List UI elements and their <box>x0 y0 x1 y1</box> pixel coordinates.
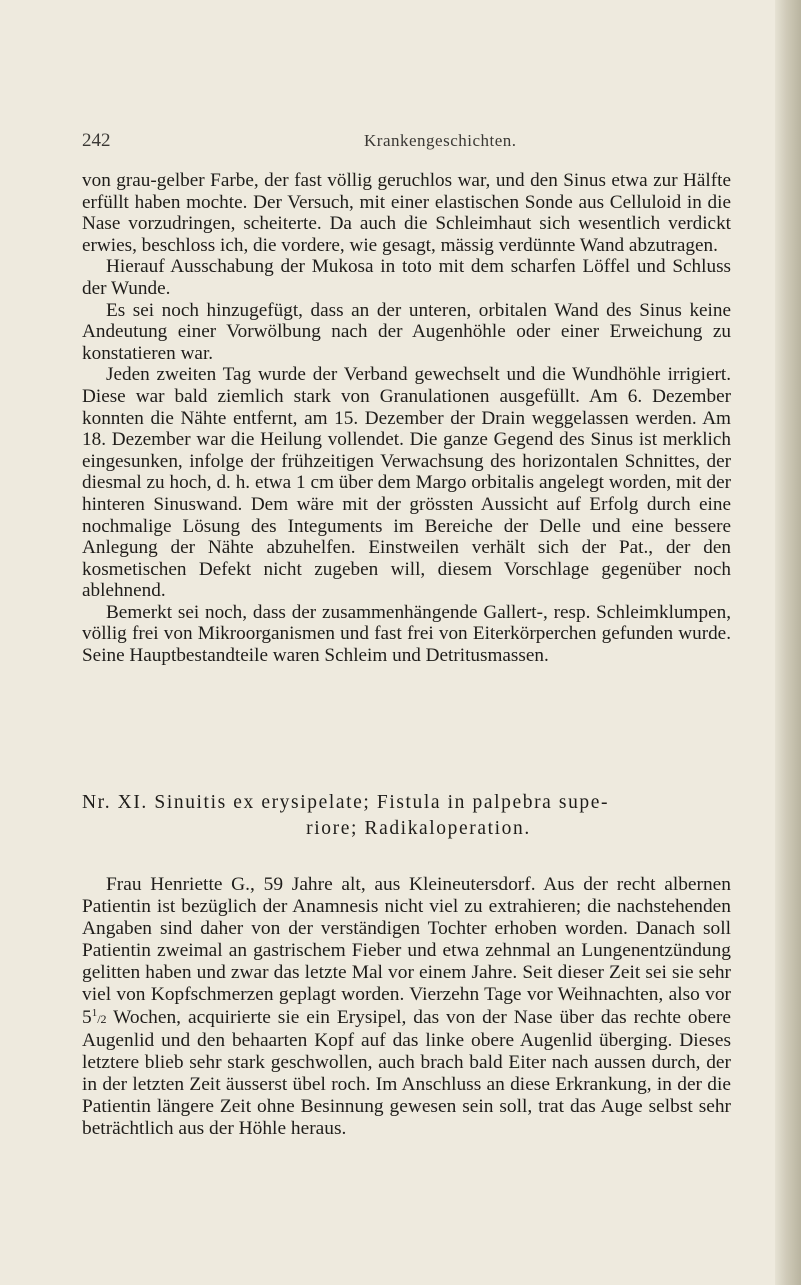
case-history-text <box>82 874 731 1140</box>
page-header <box>82 130 722 154</box>
paragraph <box>82 874 731 1140</box>
paragraph: Es sei noch hinzugefügt, dass an der unteren, orbitalen Wand des Sinus keine Andeutung einer Vorwölbung nach der Augenhöhle oder einer Erweichung zu konstatieren war. <box>82 299 731 364</box>
paragraph: Hierauf Ausschabung der Mukosa in toto mit dem scharfen Löffel und Schluss der Wunde. <box>82 256 731 299</box>
paragraph: Jeden zweiten Tag wurde der Verband gewechselt und die Wundhöhle irrigiert. Diese war bald ziemlich stark von Granulationen ausgefüllt. Am 6. Dezember konnten die Nähte entfernt, am 15. Dezember der Drain weggelassen werden. Am 18. Dezember war die Heilung vollendet. Die ganze Gegend des Sinus ist merklich eingesunken, infolge der frühzeitigen Verwachsung des horizontalen Schnittes, der diesmal zu hoch, d. h. etwa 1 cm über dem Margo orbitalis angelegt worden, mit der hinteren Sinuswand. Dem wäre mit der grössten Aussicht auf Erfolg durch eine nochmalige Lösung des Integuments im Bereiche der Delle und eine bessere Anlegung der Nähte abzuhelfen. Einstweilen verhält sich der Pat., der den kosmetischen Defekt nicht zugeben will, diesem Vorschlage gegenüber noch ablehnend. <box>82 364 731 602</box>
section-heading-line: riore; Radikaloperation. <box>306 818 531 839</box>
paragraph: Bemerkt sei noch, dass der zusammenhängende Gallert-, resp. Schleimklumpen, völlig frei von Mikroorganismen und fast frei von Eiterkörperchen gefunden wurde. Seine Hauptbestandteile waren Schleim und Detritusmassen. <box>82 601 731 667</box>
fraction-denominator: /2 <box>97 1011 107 1026</box>
page-edge-shadow <box>775 0 801 1285</box>
running-head: Krankengeschichten. <box>364 131 517 150</box>
page-number: 242 <box>82 130 111 151</box>
section-heading <box>82 790 731 842</box>
paragraph: von grau-gelber Farbe, der fast völlig geruchlos war, und den Sinus etwa zur Hälfte erfüllt haben mochte. Der Versuch, mit einer elastischen Sonde aus Celluloid in die Nase vorzudringen, scheiterte. Da auch die Schleimhaut sich wesentlich verdickt erwies, beschloss ich, die vordere, wie gesagt, mässig verdünnte Wand abzutragen. <box>82 170 731 256</box>
body-text <box>82 170 731 667</box>
text-run: Frau Henriette G., 59 Jahre alt, aus Kleineutersdorf. Aus der recht albernen Patientin ist bezüglich der Anamnesis nicht viel zu extrahieren; die nachstehenden Angaben sind daher von der verständigen Tochter erhoben worden. Danach soll Patientin zweimal an gastrischem Fieber und etwa zehnmal an Lungenentzündung gelitten haben und zwar das letzte Mal vor einem Jahre. Seit dieser Zeit sei sie sehr viel von Kopfschmerzen geplagt worden. Vierzehn Tage vor Weihnachten, also vor 5 <box>82 874 731 1028</box>
fraction-numerator: 1 <box>91 1006 98 1019</box>
section-heading-line: Nr. XI. Sinuitis ex erysipelate; Fistula in palpebra supe- <box>82 792 610 813</box>
text-run: Wochen, acquirierte sie ein Erysipel, das von der Nase über das rechte obere Augenlid und den behaarten Kopf auf das linke obere Augenlid überging. Dieses letztere blieb sehr stark geschwollen, auch brach bald Eiter nach aussen durch, der in der letzten Zeit äusserst übel roch. Im Anschluss an diese Erkrankung, in der die Patientin längere Zeit ohne Besinnung gewesen sein soll, trat das Auge selbst sehr beträchtlich aus der Höhle heraus. <box>82 1006 731 1140</box>
